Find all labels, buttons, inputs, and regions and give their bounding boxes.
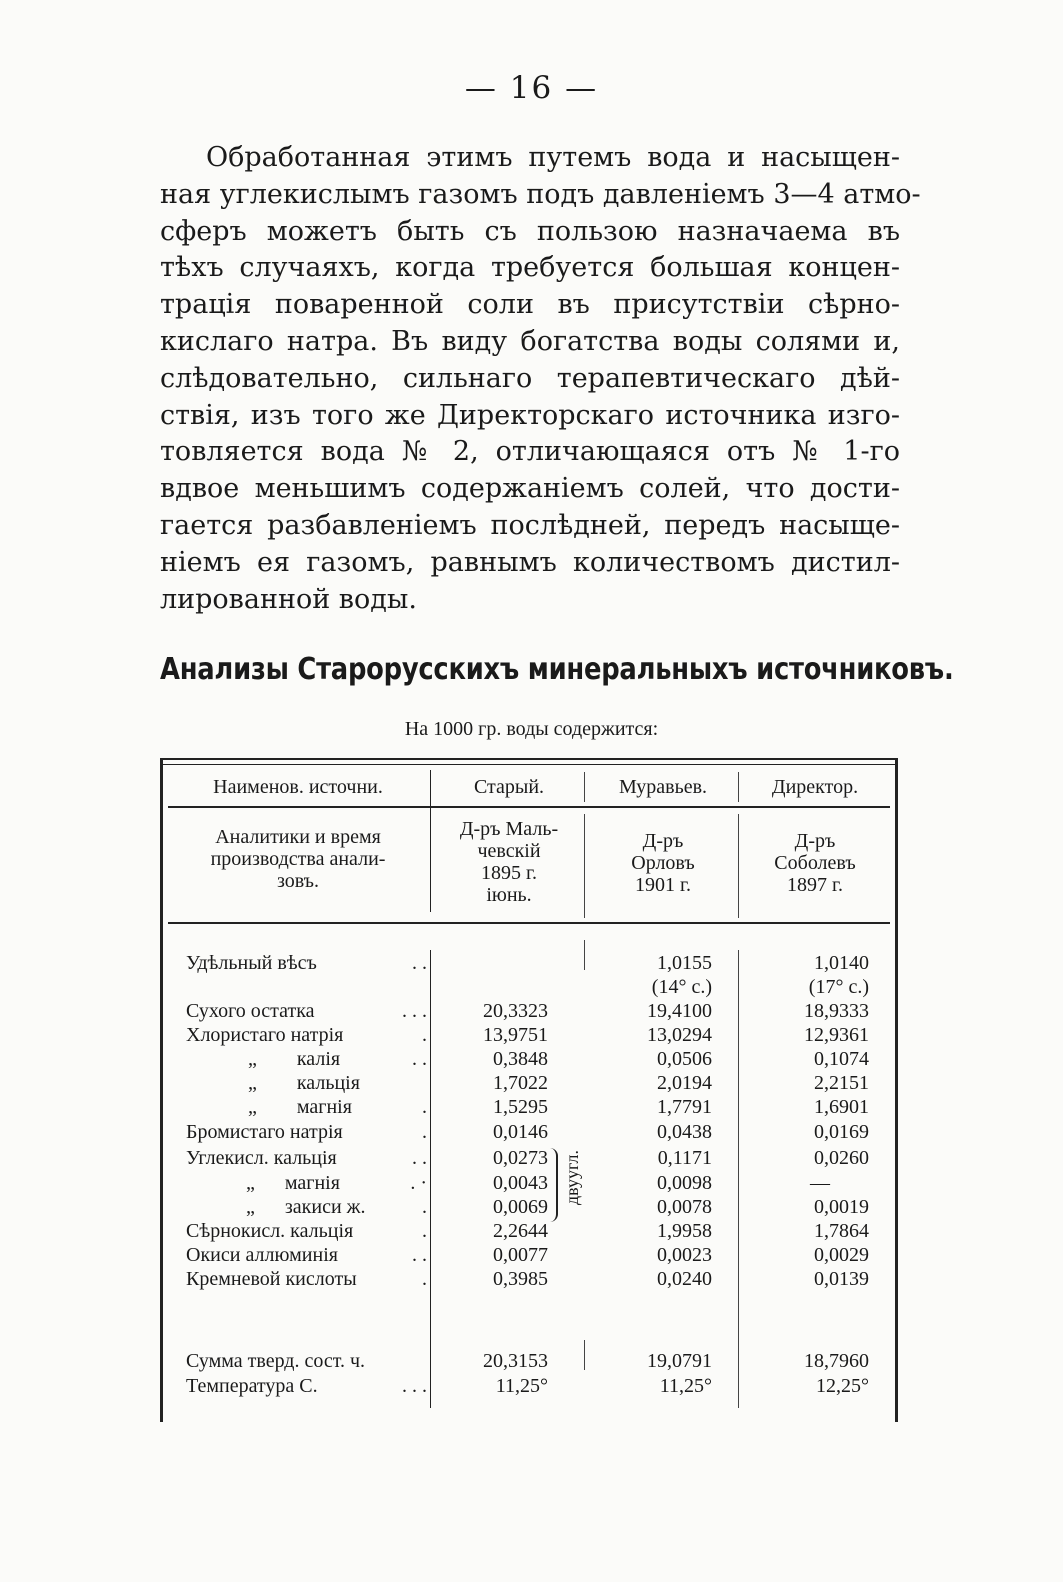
cell-director-note: (17° с.) bbox=[808, 976, 869, 998]
row-label-text: Кремневой кислоты bbox=[186, 1268, 357, 1290]
table-row bbox=[0, 1072, 1063, 1096]
table-top-rule bbox=[163, 764, 895, 765]
cell-muravyev: 0,0023 bbox=[657, 1244, 712, 1266]
table-top-rule bbox=[163, 758, 895, 760]
row-label bbox=[186, 952, 431, 975]
row-label-text: Хлористаго натрія bbox=[186, 1024, 344, 1046]
cell-muravyev: 1,7791 bbox=[657, 1096, 712, 1118]
cell-stary: 11,25° bbox=[495, 1375, 548, 1397]
row-leader-dots: . bbox=[422, 1268, 427, 1290]
header-col-stary: Старый. bbox=[473, 776, 545, 798]
table-row bbox=[0, 1096, 1063, 1120]
header-analyst-line: Орловъ bbox=[631, 852, 695, 874]
row-label-text: Температура С. bbox=[186, 1375, 318, 1397]
cell-stary: 0,3985 bbox=[493, 1268, 548, 1290]
cell-director: 2,2151 bbox=[814, 1072, 869, 1094]
column-divider bbox=[430, 770, 431, 912]
row-label-text: „ закиси ж. bbox=[246, 1196, 366, 1218]
header-divider bbox=[168, 806, 890, 808]
row-leader-dots: . . bbox=[412, 952, 427, 974]
paragraph-line: ніемъ ея газомъ, равнымъ количествомъ дистил- bbox=[160, 546, 900, 578]
cell-muravyev: 0,0506 bbox=[657, 1048, 712, 1070]
cell-muravyev: 19,4100 bbox=[647, 1000, 712, 1022]
cell-stary: 0,0043 bbox=[493, 1172, 548, 1194]
header-source-label: Наименов. источни. bbox=[213, 776, 383, 798]
table-row-specific-gravity bbox=[0, 952, 1063, 976]
paragraph-line: Обработанная этимъ путемъ вода и насыщен- bbox=[206, 142, 900, 173]
cell-director: 18,9333 bbox=[804, 1000, 869, 1022]
paragraph-line: гается разбавленіемъ послѣдней, передъ насыще- bbox=[160, 509, 900, 541]
cell-muravyev: 0,0438 bbox=[657, 1121, 712, 1143]
row-label bbox=[186, 1172, 431, 1195]
paragraph-line: кислаго натра. Въ виду богатства воды солями и, bbox=[160, 325, 900, 357]
row-leader-dots: . bbox=[422, 1196, 427, 1218]
table-row bbox=[0, 1268, 1063, 1292]
cell-director: 0,0169 bbox=[814, 1121, 869, 1143]
table-row-temperature bbox=[0, 1375, 1063, 1399]
table-row bbox=[0, 1121, 1063, 1145]
table-row-gravity-temperature bbox=[0, 976, 1063, 1000]
header-analyst-line: іюнь. bbox=[486, 884, 532, 906]
row-leader-dots: . bbox=[422, 1096, 427, 1118]
cell-director: 0,0019 bbox=[814, 1196, 869, 1218]
row-label-text: „ магнія bbox=[248, 1096, 352, 1118]
cell-muravyev: 0,0240 bbox=[657, 1268, 712, 1290]
header-analyst-line: Д-ръ Маль- bbox=[459, 818, 559, 840]
table-row bbox=[0, 1244, 1063, 1268]
paragraph-line: тѣхъ случаяхъ, когда требуется большая концен- bbox=[160, 252, 900, 284]
header-col-director: Директор. bbox=[771, 776, 859, 798]
header-analysts-line: производства анали- bbox=[210, 848, 386, 870]
cell-stary: 20,3323 bbox=[483, 1000, 548, 1022]
cell-director: 1,7864 bbox=[814, 1220, 869, 1242]
cell-director: 1,6901 bbox=[814, 1096, 869, 1118]
cell-stary: 0,3848 bbox=[493, 1048, 548, 1070]
paragraph-line: слѣдовательно, сильнаго терапевтическаго дѣй- bbox=[160, 362, 900, 394]
cell-director: 0,0029 bbox=[814, 1244, 869, 1266]
header-analyst-line: чевскій bbox=[477, 840, 541, 862]
row-label-text: Окиси аллюминія bbox=[186, 1244, 338, 1266]
row-label bbox=[186, 1268, 431, 1291]
row-leader-dots: . bbox=[422, 1024, 427, 1046]
header-bottom-rule bbox=[168, 922, 890, 924]
table-row bbox=[0, 1000, 1063, 1024]
cell-muravyev: 0,0098 bbox=[657, 1172, 712, 1194]
row-leader-dots: . bbox=[422, 1121, 427, 1143]
header-analyst-line: 1901 г. bbox=[635, 874, 691, 896]
cell-stary: 13,9751 bbox=[483, 1024, 548, 1046]
paragraph-line: ная углекислымъ газомъ подъ давленіемъ 3—4 атмо- bbox=[160, 178, 921, 210]
cell-stary: 0,0077 bbox=[493, 1244, 548, 1266]
row-leader-dots: . . . bbox=[402, 1375, 427, 1397]
header-analyst-line: 1897 г. bbox=[787, 874, 843, 896]
row-label-text: Удѣльный вѣсъ bbox=[186, 952, 317, 974]
paragraph-line: ствія, изъ того же Директорскаго источника изго- bbox=[160, 399, 900, 431]
column-divider bbox=[738, 814, 739, 918]
cell-muravyev: 13,0294 bbox=[647, 1024, 712, 1046]
header-analysts-line: Аналитики и время bbox=[215, 826, 381, 848]
cell-muravyev: 0,1171 bbox=[657, 1147, 712, 1169]
table-subtitle: На 1000 гр. воды содержится: bbox=[404, 718, 659, 740]
cell-muravyev-note: (14° с.) bbox=[651, 976, 712, 998]
cell-muravyev: 1,0155 bbox=[657, 952, 712, 974]
section-title: Анализы Старорусскихъ минеральныхъ источниковъ. bbox=[160, 652, 954, 687]
row-label-text: Сумма тверд. сост. ч. bbox=[186, 1350, 366, 1372]
row-label-text: „ калія bbox=[248, 1048, 341, 1070]
header-analyst-sobolev bbox=[742, 830, 888, 896]
table-row bbox=[0, 1147, 1063, 1171]
table-row bbox=[0, 1172, 1063, 1196]
cell-stary: 2,2644 bbox=[493, 1220, 548, 1242]
paragraph-line: товляется вода № 2, отличающаяся отъ № 1-го bbox=[160, 436, 900, 468]
cell-director: 0,0139 bbox=[814, 1268, 869, 1290]
row-leader-dots: . bbox=[422, 1220, 427, 1242]
row-label bbox=[186, 1024, 431, 1047]
header-col-muravyev: Муравьев. bbox=[618, 776, 708, 798]
header-analyst-malchevsky bbox=[436, 818, 582, 906]
row-label-text: Углекисл. кальція bbox=[186, 1147, 337, 1169]
column-divider bbox=[584, 772, 585, 802]
table-row bbox=[0, 1048, 1063, 1072]
cell-director: — bbox=[810, 1172, 830, 1194]
cell-stary: 1,7022 bbox=[493, 1072, 548, 1094]
paragraph-line: вдвое меньшимъ содержаніемъ солей, что дости- bbox=[160, 473, 900, 505]
cell-muravyev: 19,0791 bbox=[647, 1350, 712, 1372]
cell-muravyev: 1,9958 bbox=[657, 1220, 712, 1242]
cell-director: 12,9361 bbox=[804, 1024, 869, 1046]
cell-stary: 1,5295 bbox=[493, 1096, 548, 1118]
column-divider bbox=[584, 814, 585, 918]
row-leader-dots: . . bbox=[412, 1244, 427, 1266]
row-label bbox=[186, 1220, 431, 1243]
cell-muravyev: 0,0078 bbox=[657, 1196, 712, 1218]
header-analyst-line: Соболевъ bbox=[774, 852, 856, 874]
bicarbonate-note: двуугл. bbox=[562, 1150, 582, 1205]
header-analysts-label bbox=[170, 826, 426, 892]
header-analyst-line: 1895 г. bbox=[481, 862, 537, 884]
row-label-text: Сѣрнокисл. кальція bbox=[186, 1220, 354, 1242]
paragraph-line: лированной воды. bbox=[160, 583, 417, 615]
row-label-text: „ кальція bbox=[248, 1072, 360, 1094]
column-divider bbox=[738, 772, 739, 802]
row-label bbox=[186, 1121, 431, 1144]
header-analyst-orlov bbox=[590, 830, 736, 896]
cell-director: 12,25° bbox=[816, 1375, 869, 1397]
cell-muravyev: 2,0194 bbox=[657, 1072, 712, 1094]
table-row bbox=[0, 1196, 1063, 1220]
body-paragraph bbox=[160, 140, 921, 618]
row-label bbox=[186, 1196, 431, 1219]
header-analyst-line: Д-ръ bbox=[642, 830, 684, 852]
table-row bbox=[0, 1220, 1063, 1244]
row-label-text: Бромистаго натрія bbox=[186, 1121, 343, 1143]
row-label bbox=[186, 1072, 431, 1095]
row-label bbox=[186, 1244, 431, 1267]
cell-stary: 0,0273 bbox=[493, 1147, 548, 1169]
cell-stary: 0,0146 bbox=[493, 1121, 548, 1143]
table-row-total bbox=[0, 1350, 1063, 1374]
cell-stary: 20,3153 bbox=[483, 1350, 548, 1372]
bicarbonate-brace bbox=[546, 1148, 558, 1222]
row-leader-dots: . . bbox=[412, 1048, 427, 1070]
header-analyst-line: Д-ръ bbox=[794, 830, 836, 852]
cell-director: 0,1074 bbox=[814, 1048, 869, 1070]
page-number: — 16 — bbox=[464, 70, 599, 106]
row-label bbox=[186, 1000, 431, 1023]
table-row bbox=[0, 1024, 1063, 1048]
row-leader-dots: . . bbox=[412, 1147, 427, 1169]
cell-director: 1,0140 bbox=[814, 952, 869, 974]
header-analysts-line: зовъ. bbox=[276, 870, 320, 892]
row-label-text: „ магнія bbox=[246, 1172, 340, 1194]
paragraph-line: сферъ можетъ быть съ пользою назначаема въ bbox=[160, 215, 900, 247]
cell-stary: 0,0069 bbox=[493, 1196, 548, 1218]
row-label bbox=[186, 1048, 431, 1071]
paragraph-line: трація поваренной соли въ присутствіи сѣрно- bbox=[160, 289, 900, 321]
row-label bbox=[186, 1350, 431, 1373]
row-leader-dots: . . . bbox=[402, 1000, 427, 1022]
row-label-text: Сухого остатка bbox=[186, 1000, 315, 1022]
row-label bbox=[186, 1375, 431, 1398]
cell-director: 0,0260 bbox=[814, 1147, 869, 1169]
row-leader-dots: . · bbox=[410, 1172, 427, 1194]
row-label bbox=[186, 1096, 431, 1119]
cell-director: 18,7960 bbox=[804, 1350, 869, 1372]
cell-muravyev: 11,25° bbox=[659, 1375, 712, 1397]
row-label bbox=[186, 1147, 431, 1170]
